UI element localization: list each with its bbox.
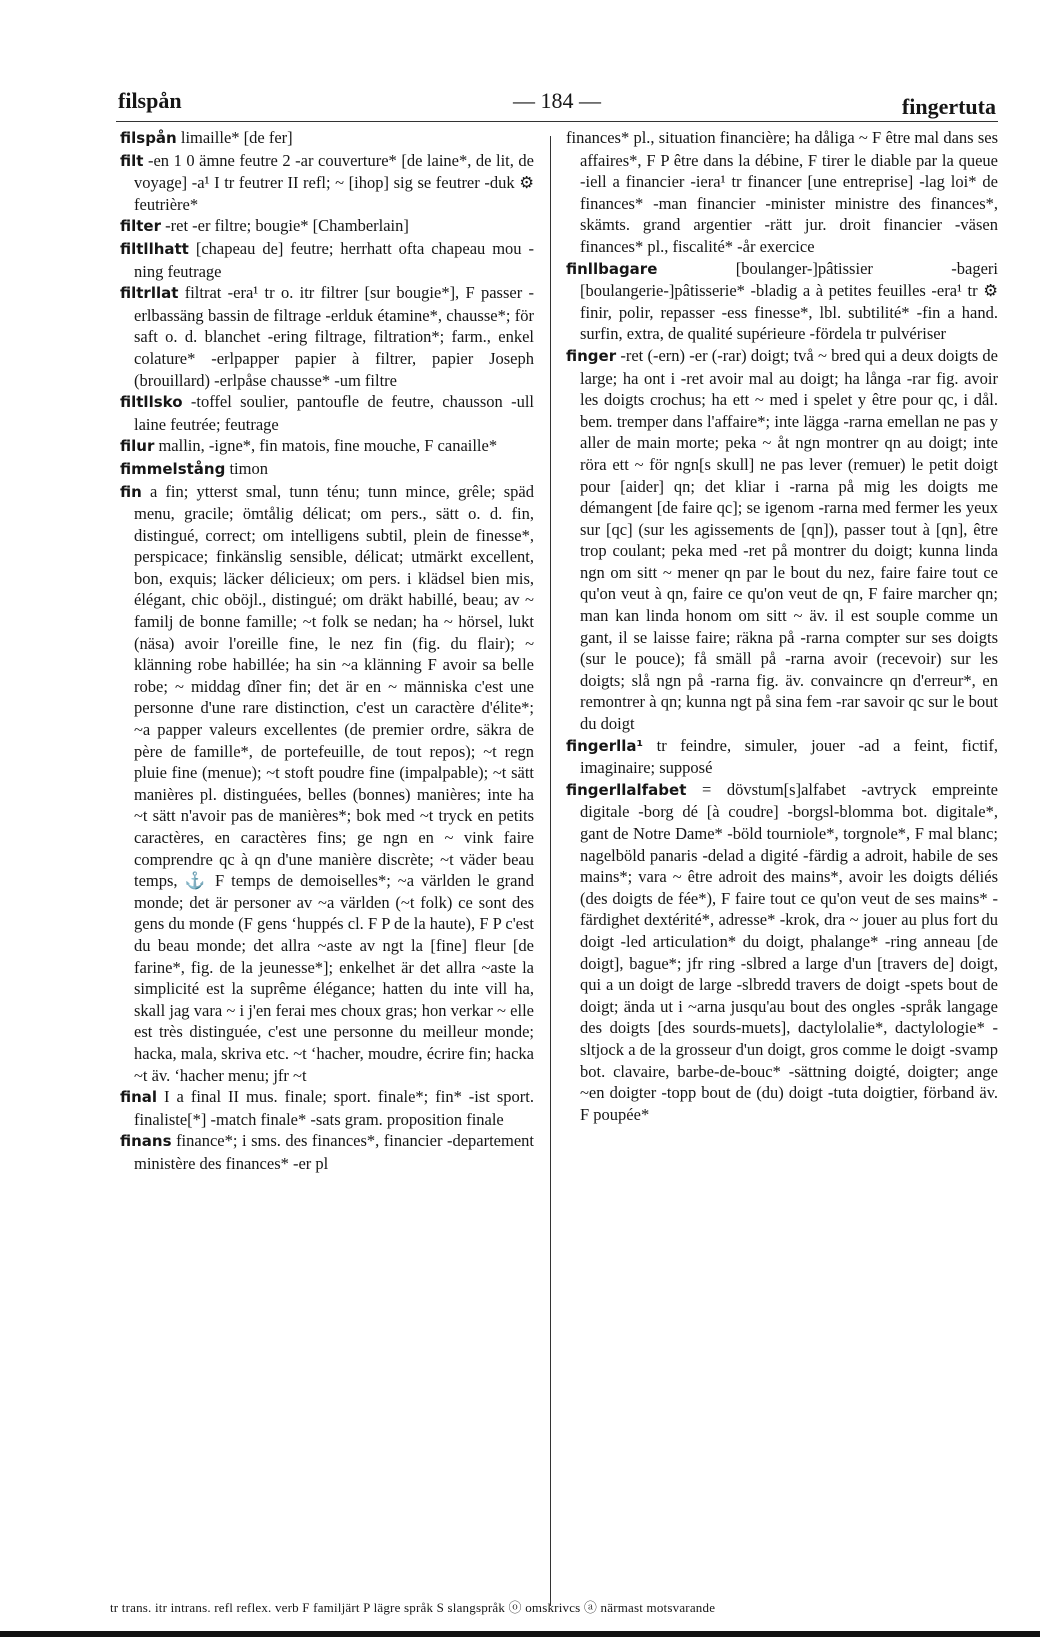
entry-definition: filtrat -era¹ tr o. itr filtrer [sur bougie*], F passer -erlbassäng bassin de filtrage -erlduk étamine*, chausse*; för saft o. d. blanchet -ering filtrage, filtration*; farm., enkel colature* -erlpapper papier à filtrer, papier Joseph (brouillard) -erlpåse chausse* -um filtre	[134, 283, 534, 390]
entry-headword: fimmelstång	[120, 459, 226, 478]
entry-definition: -ret -er filtre; bougie* [Chamberlain]	[165, 216, 409, 236]
entry-headword: filtllsko	[120, 393, 183, 412]
entry-definition: I a final II mus. finale; sport. finale*; fin* -ist sport. finaliste[*] -match finale* -sats gram. proposition finale	[134, 1087, 534, 1129]
header-rule	[116, 121, 998, 122]
running-head	[118, 88, 996, 122]
dictionary-entry	[120, 435, 534, 458]
entry-headword: filtrllat	[120, 284, 179, 303]
entry-headword: fingerllalfabet	[566, 780, 687, 799]
left-column	[120, 127, 534, 1175]
entry-definition: timon	[229, 458, 268, 478]
entry-headword: fingerlla¹	[566, 736, 644, 755]
entry-definition: -toffel soulier, pantoufle de feutre, chausson -ull laine feutrée; feutrage	[134, 392, 534, 434]
entry-headword: filtllhatt	[120, 239, 189, 258]
entry-definition: limaille* [de fer]	[180, 128, 293, 147]
entry-definition: tr feindre, simuler, jouer -ad a feint, fictif, imaginaire; supposé	[580, 735, 999, 778]
dictionary-entry	[566, 735, 998, 779]
entry-definition: [chapeau de] feutre; herrhatt ofta chapeau mou -ning feutrage	[134, 238, 535, 281]
dictionary-entry	[120, 215, 534, 238]
dictionary-entry	[120, 1130, 534, 1174]
dictionary-entry	[120, 150, 534, 216]
entry-headword: finans	[120, 1132, 172, 1151]
dictionary-entry	[566, 779, 998, 1126]
entry-definition: = dövstum[s]alfabet -avtryck empreinte digitale -borg dé [à coudre] -borgsl-blomma bot. digitale*, gant de Notre Dame* -böld tourniole*, torgnole*, F mal blanc; nagelböld panaris -delad a digité -färdig a adroit, habile de ses mains*; vara ~ être adroit des mains*, avoir les doigts déliés (des doigts de fée*), F faire tout ce qu'on veut de ses mains* -färdighet dextérité*, adresse* -krok, dra ~ jouer au plus fort du doigt -led articulation* du doigt, phalange* -ring anneau [de doigt], bague*; jfr ring -slbred a large d'un [travers de] doigt, qui a un doigt de large -slbredd travers de doigt -spets bout de doigt; ända ut i ~arna jusqu'au bout des ongles -språk langage des doigts [des sourds-muets], dactylolalie*, dactylologie* -sltjock a de la grosseur d'un doigt, gros comme le doigt -svamp bot. clavaire, barbe-de-bouc* -sättning doigté, doigter; ange ~en doigter -topp bout de (du) doigt -tuta doigtier, förband äv. F poupée*	[580, 779, 998, 1124]
bottom-border	[0, 1631, 1040, 1637]
dictionary-entry	[120, 127, 534, 150]
entry-definition: -ret (-ern) -er (-rar) doigt; två ~ bred qui a deux doigts de large; ha ont i -ret avoir mal au doigt; ha långa -rar fig. avoir les doigts crochus; ha ett ~ med i spelet y être pour qc, i dål. bem. tremper dans l'affaire*; inte lägga -rarna emellan ne pas y aller de main morte; peka ~ åt ngn montrer qn au doigt; inte röra ett ~ för ngn[s skull] ne pas lever (remuer) le petit doigt pour [aider] qn; det kliar i -rarna på mig les doigts me démangent [de faire qc]; se igenom -rarna med fermer les yeux sur [qc] (sur les agissements de [qn]), passer tout à [qn], être trop coulant; peka med -ret på montrer du doigt; kunna linda ngn om sitt ~ mener qn par le bout du nez, faire faire tout ce qu'on veut à qn, faire ce qu'on veut de qn, F faire marcher qn; man kan linda honom om sitt ~ äv. il est souple comme un gant, il se laisse faire; räkna på -rarna compter sur ses doigts (sur le pouce); få smäll på -rarna avoir (recevoir) sur les doigts; slå ngn på -rarna fig. äv. convaincre qn d'erreur*, en remontrer à qn; kunna ngt på sina fem -rar savoir qc sur le bout du doigt	[580, 345, 998, 734]
left-guide-word: filspån	[118, 88, 182, 113]
dictionary-entry	[566, 258, 998, 345]
right-guide-word: fingertuta	[901, 94, 996, 119]
dictionary-entry	[120, 481, 534, 1087]
entry-headword: finger	[566, 346, 617, 365]
entry-definition: -en 1 0 ämne feutre 2 -ar couverture* [de laine*, de lit, de voyage] -a¹ I tr feutrer II refl; ~ [ihop] sig se feutrer -duk ⚙ feutrière*	[134, 150, 534, 214]
dictionary-entry	[120, 1086, 534, 1130]
page-number: — 184 —	[513, 88, 601, 113]
entry-headword: final	[120, 1088, 158, 1107]
dictionary-entry	[120, 391, 534, 435]
dictionary-entry	[120, 458, 534, 481]
dictionary-entry	[120, 238, 534, 282]
entry-headword: filur	[120, 437, 155, 456]
entry-headword: filspån	[120, 129, 177, 147]
right-column	[566, 127, 998, 1125]
entry-headword: filt	[120, 151, 144, 170]
entry-definition: finance*; i sms. des finances*, financier -departement ministère des finances* -er pl	[134, 1131, 534, 1173]
abbreviation-legend: tr trans. itr intrans. refl reflex. verb F familjärt P lägre språk S slangspråk ⓞ omskrivcs ⓐ närmast motsvarande	[110, 1600, 716, 1615]
dictionary-entry	[120, 282, 534, 391]
entry-headword: finllbagare	[566, 259, 658, 278]
dictionary-entry	[566, 127, 998, 258]
dictionary-entry	[566, 345, 998, 735]
entry-headword: fin	[120, 482, 142, 501]
entry-definition: [boulanger-]pâtissier -bageri [boulangerie-]pâtisserie* -bladig a à petites feuilles -era¹ tr ⚙ finir, polir, repasser -ess finesse*, lbl. subtilité* -fin a hand. surfin, extra, de qualité supérieure -fördela tr pulvériser	[580, 258, 998, 344]
entry-definition: finances* pl., situation financière; ha dåliga ~ F être mal dans ses affaires*, F P être dans la débine, F tirer le diable par la queue -iell a financier -iera¹ tr financer [une entreprise] -lag loi* de finances* -man financier -minister ministre des finances*, skämts. grand argentier -rätt jur. droit financier -väsen finances* pl., fiscalité* -år exercice	[566, 128, 998, 256]
entry-headword: filter	[120, 217, 162, 236]
entry-definition: mallin, -igne*, fin matois, fine mouche, F canaille*	[158, 436, 498, 456]
entry-definition: a fin; ytterst smal, tunn ténu; tunn mince, grêle; späd menu, gracile; ömtålig délicat; om pers., sätt o. d. fin, distingué, correct; om intelligens subtil, plein de finesse*, perspicace; finkänslig sensible, délicat; utmärkt excellent, bon, exquis; läcker délicieux; om pers. i klädsel bien mis, élégant, chic oböjl., distingué; om dräkt habillé, beau; av ~ familj de bonne famille; ~t folk se nedan; ha ~ hörsel, lukt (näsa) avoir l'oreille fine, le nez fin (fig. du flair); ~ klänning robe habillée; ha sin ~a klänning F avoir sa belle robe; ~ middag dîner fin; det är en ~ människa c'est une personne d'une rare distinction, c'est un caractère d'élite*; ~a papper valeurs excellentes (de premier ordre, säkra de père de famille*, de portefeuille, de tout repos); ~t regn pluie fine (menue); ~t stoft poudre fine (impalpable); ~t sätt manières pl. distinguées, belles (bonnes) manières; inte ha ~t sätt n'avoir pas de manières*; bok med ~t tryck en petits caractères, en caractères fins; ge ngn en ~ vink faire comprendre qc à qn d'une manière discrète; ~t väder beau temps, ⚓ F temps de demoiselles*; ~a världen le grand monde; det är personer av ~a världen (~t folk) ce sont des gens du monde (F gens ʻhuppés cl. F P de la haute), F P c'est du beau monde; det allra ~aste av ngt la [fine] fleur [de farine*, fig. de la jeunesse*]; enkelhet är det allra ~aste la simplicité est la suprême élégance; hatten du inte vill ha, skall jag vara ~ i j'en ferai mes choux gras; hon verkar ~ elle est très distinguée, c'est une personne du meilleur monde; hacka, mala, skriva etc. ~t ʻhacher, moudre, écrire fin; hacka ~t äv. ʻhacher menu; jfr ~t	[134, 481, 534, 1085]
column-divider	[550, 136, 551, 1606]
